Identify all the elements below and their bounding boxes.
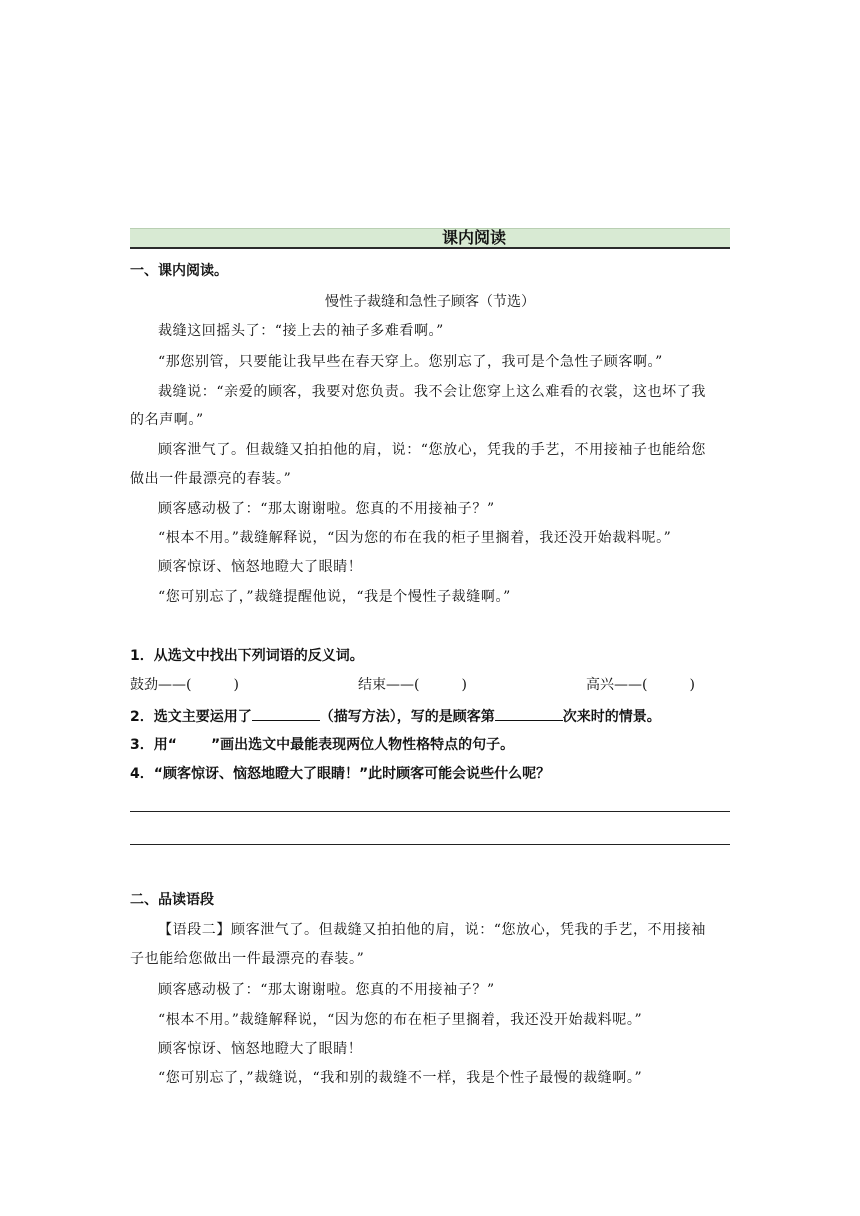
passage-line: 的名声啊。” <box>130 412 204 428</box>
question-3 <box>130 736 730 754</box>
excerpt-line: 顾客感动极了：“那太谢谢啦。您真的不用接袖子？” <box>158 982 495 998</box>
question-3-part-b: ”画出选文中最能表现两位人物性格特点的句子。 <box>210 737 515 753</box>
question-2-part-b: （描写方法），写的是顾客第 <box>319 709 495 725</box>
passage-line: 做出一件最漂亮的春装。” <box>130 471 292 487</box>
passage-line: 裁缝这回摇头了：“接上去的袖子多难看啊。” <box>158 323 444 339</box>
passage-line: 顾客泄气了。但裁缝又拍拍他的肩，说：“您放心，凭我的手艺，不用接袖子也能给您 <box>158 442 706 458</box>
section1-heading: 一、课内阅读。 <box>130 263 228 279</box>
answer-blank-visit[interactable] <box>495 706 563 721</box>
passage-title: 慢性子裁缝和急性子顾客（节选） <box>325 294 535 310</box>
passage-line: “根本不用。”裁缝解释说，“因为您的布在我的柜子里搁着，我还没开始裁料呢。” <box>158 530 672 546</box>
excerpt-line: “您可别忘了，”裁缝说，“我和别的裁缝不一样，我是个性子最慢的裁缝啊。” <box>158 1070 643 1086</box>
question-1: 1．从选文中找出下列词语的反义词。 <box>130 648 364 664</box>
section2-heading: 二、品读语段 <box>130 892 214 908</box>
question-4: 4．“顾客惊讶、恼怒地瞪大了眼睛！”此时顾客可能会说些什么呢？ <box>130 766 551 782</box>
banner-title: 课内阅读 <box>441 228 506 247</box>
passage-line: “您可别忘了，”裁缝提醒他说，“我是个慢性子裁缝啊。” <box>158 589 511 605</box>
excerpt-line: 【语段二】顾客泄气了。但裁缝又拍拍他的肩，说：“您放心，凭我的手艺，不用接袖 <box>158 922 706 938</box>
answer-line[interactable] <box>130 844 730 845</box>
passage-line: 顾客感动极了：“那太谢谢啦。您真的不用接袖子？” <box>158 501 495 517</box>
section-banner <box>130 228 730 249</box>
answer-blank-method[interactable] <box>252 706 320 721</box>
passage-line: 裁缝说：“亲爱的顾客，我要对您负责。我不会让您穿上这么难看的衣裳，这也坏了我 <box>158 384 706 400</box>
question-2-part-a: 2．选文主要运用了 <box>130 709 252 725</box>
excerpt-line: 子也能给您做出一件最漂亮的春装。” <box>130 951 365 967</box>
antonym-item-1[interactable]: 鼓劲——( ) <box>130 677 239 693</box>
antonym-item-2[interactable]: 结束——( ) <box>358 677 467 693</box>
question-2 <box>130 706 730 726</box>
passage-line: “那您别管，只要能让我早些在春天穿上。您别忘了，我可是个急性子顾客啊。” <box>158 354 663 370</box>
antonym-item-3[interactable]: 高兴——( ) <box>586 677 695 693</box>
passage-line: 顾客惊讶、恼怒地瞪大了眼睛！ <box>158 559 363 575</box>
excerpt-line: “根本不用。”裁缝解释说，“因为您的布在柜子里搁着，我还没开始裁料呢。” <box>158 1012 643 1028</box>
question-2-part-c: 次来时的情景。 <box>562 709 661 725</box>
question-3-part-a: 3．用“ <box>130 737 177 753</box>
answer-line[interactable] <box>130 811 730 812</box>
excerpt-line: 顾客惊讶、恼怒地瞪大了眼睛！ <box>158 1041 363 1057</box>
